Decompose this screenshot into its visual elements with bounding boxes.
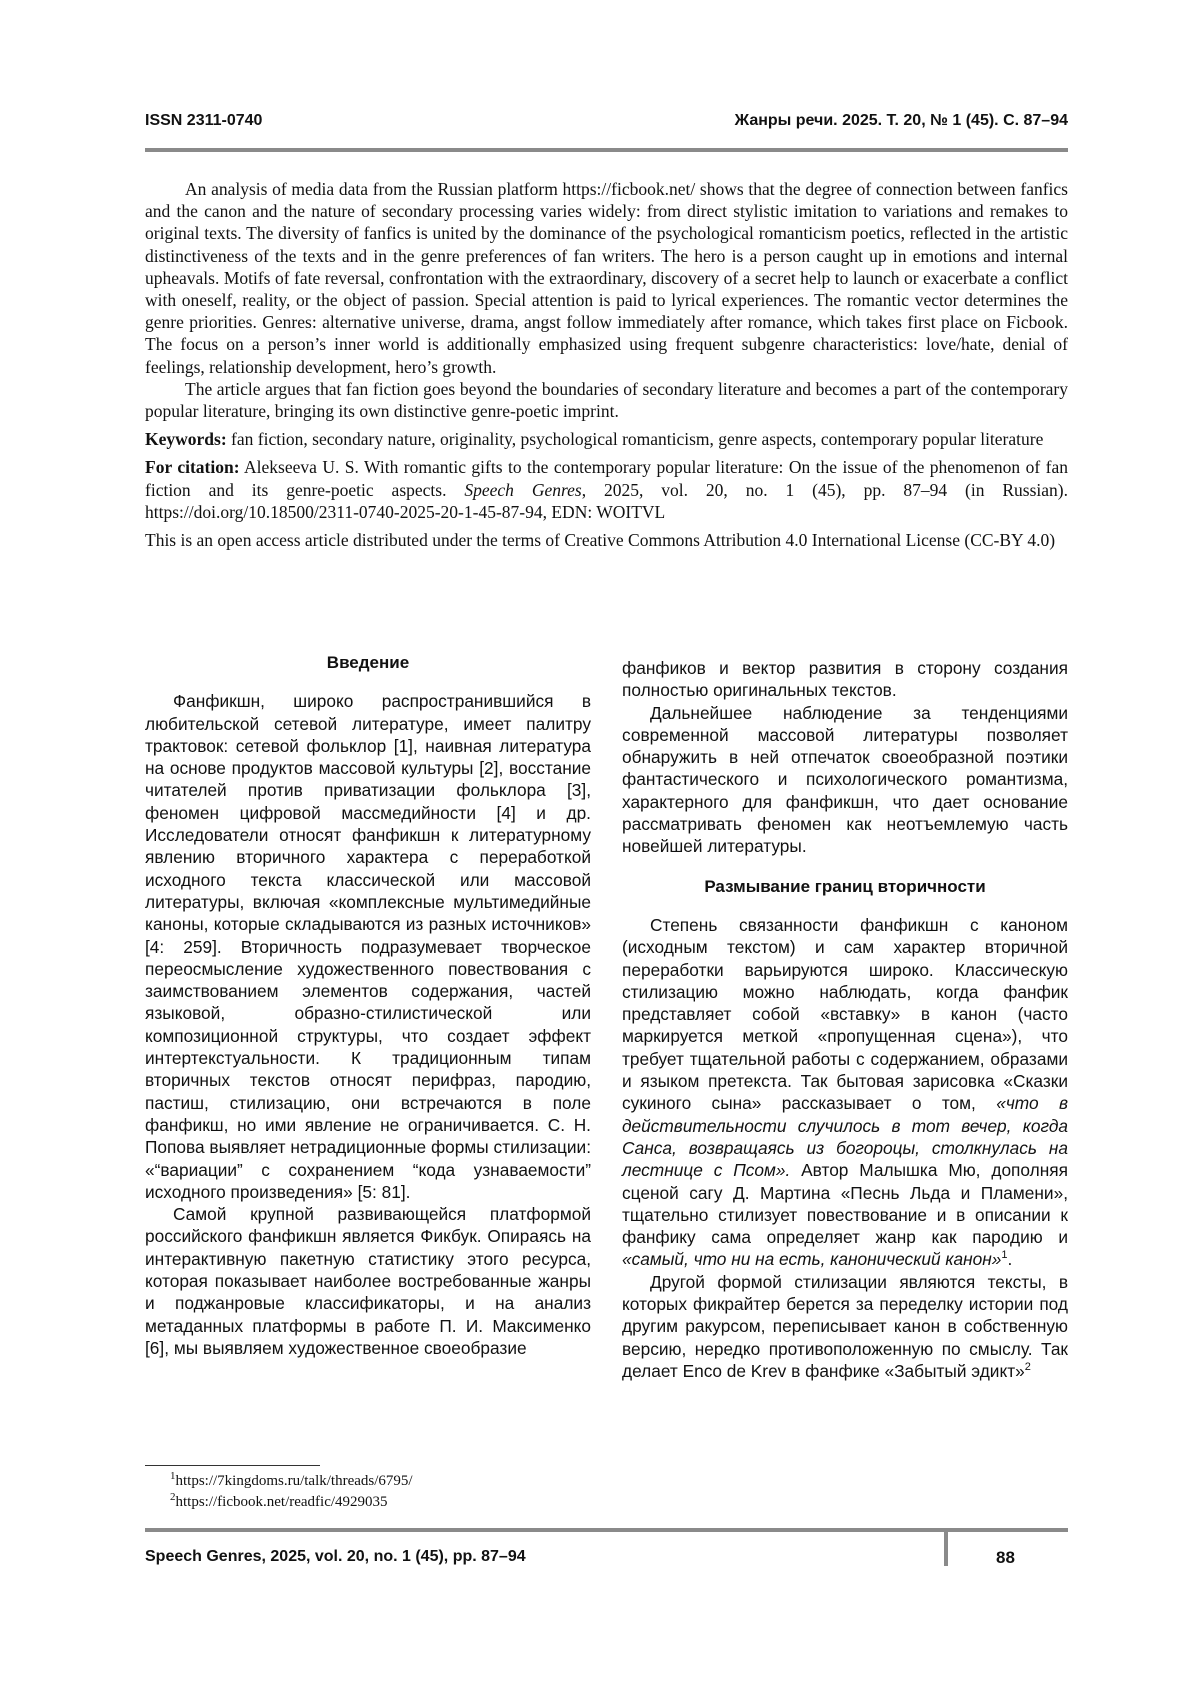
body-paragraph: Фанфикшн, широко распространившийся в любительской сетевой литературе, имеет палитру трактовок: сетевой фольклор [1], наивная литература на основе продуктов массовой культуры [2], восстание читателей против приватизации фольклора [3], феномен цифровой массмедийности [4] и др. Исследователи относят фанфикшн к литературному явлению вторичного характера с переработкой исходного текста классической или массовой литературы, включая «комплексные мультимедийные каноны, которые складываются из разных источников» [4: 259]. Вторичность подразумевает творческое переосмысление художественного повествования с заимствованием элементов содержания, частей языковой, образно-стилистической или композиционной структуры, что создает эффект интертекстуальности. К традиционным типам вторичных текстов относят перифраз, пародию, пастиш, стилизацию, они встречаются в поле фанфикш, но ими явление не ограничивается. С. Н. Попова выявляет нетрадиционные формы стилизации: «“вариации” с сохранением “кода узнаваемости” исходного произведения» [5: 81].: [145, 691, 591, 1202]
running-footer-journal: Speech Genres, 2025, vol. 20, no. 1 (45), pp. 87–94: [145, 1548, 526, 1565]
citation-label: For citation:: [145, 457, 240, 478]
citation-journal: Speech Genres: [464, 479, 582, 500]
body-paragraph: Самой крупной развивающейся платформой российского фанфикшн является Фикбук. Опираясь на интерактивную пакетную статистику этого ресурса, которая показывает наиболее востребованные жанры и поджанровые классификаторы, и на анализ метаданных платформы в работе П. И. Максименко [6], мы выявляем художественное своеобразие: [145, 1204, 591, 1358]
text-run: Степень связанности фанфикшн с каноном (исходным текстом) и сам характер вторичной переработки варьируются широко. Классическую стилизацию можно наблюдать, когда фанфик представляет собой «вставку» в канон (часто маркируется меткой «пропущенная сцена»), что требует тщательной работы с содержанием, образами и языком претекста. Так бытовая зарисовка «Сказки сукиного сына» рассказывает о том,: [622, 914, 1068, 1114]
footnote-link[interactable]: https://7kingdoms.ru/talk/threads/6795/: [175, 1473, 413, 1489]
keywords-text: fan fiction, secondary nature, originality, psychological romanticism, genre aspects, contemporary popular literature: [231, 429, 1044, 450]
italic-quote: «что в действительности случилось в тот вечер, когда Санса, возвращаясь из богороцы, столкнулась на лестнице с Псом».: [622, 1093, 1068, 1181]
text-run: Другой формой стилизации являются тексты, в которых фикрайтер берется за переделку истории под другим ракурсом, переписывает канон в собственную версию, нередко противоположенную по смыслу. Так делает Enco de Krev в фанфике «Забытый эдикт»: [622, 1271, 1068, 1381]
running-header-issn: ISSN 2311-0740: [145, 112, 263, 129]
section-heading-blurring: Размывание границ вторичности: [704, 876, 986, 896]
footnote-link[interactable]: https://ficbook.net/readfic/4929035: [175, 1494, 388, 1510]
abstract-paragraph-2: The article argues that fan fiction goes beyond the boundaries of secondary literature and becomes a part of the contemporary popular literature, bringing its own distinctive genre-poetic imprint.: [145, 378, 1068, 422]
footnote-number: 1: [170, 1470, 176, 1482]
keywords: [145, 428, 1068, 450]
footer-divider: [944, 1528, 948, 1566]
abstract: [145, 178, 1068, 551]
header-rule: [145, 148, 1068, 152]
body-paragraph-continued: фанфиков и вектор развития в сторону создания полностью оригинальных текстов.: [622, 658, 1068, 701]
page-number: 88: [996, 1548, 1015, 1567]
citation-text-b: , 2025, vol. 20, no. 1 (45), pp. 87–94 (in Russian). https://doi.org/10.18500/2311-0740-2025-20-1-45-87-94, EDN: WOITVL: [145, 479, 1068, 522]
citation-text-a: Alekseeva U. S. With romantic gifts to the contemporary popular literature: On the issue of the phenomenon of fan fiction and its genre-poetic aspects.: [145, 457, 1068, 500]
section-heading-introduction: Введение: [326, 653, 410, 672]
footnote-ref-2[interactable]: 2: [1024, 1361, 1031, 1374]
keywords-label: Keywords:: [145, 429, 227, 450]
running-header-journal: Жанры речи. 2025. Т. 20, № 1 (45). С. 87–94: [734, 112, 1068, 129]
left-column: [145, 652, 591, 1359]
text-run: .: [1007, 1249, 1013, 1270]
footnote-2: [170, 1492, 413, 1513]
footnotes: [170, 1471, 413, 1513]
body-paragraph: Дальнейшее наблюдение за тенденциями современной массовой литературы позволяет обнаружить в ней отпечаток своеобразной поэтики фантастического и психологического романтизма, характерного для фанфикшн, что дает основание рассматривать феномен как неотъемлемую часть новейшей литературы.: [622, 702, 1068, 857]
text-run: Автор Малышка Мю, дополняя сценой сагу Д. Мартина «Песнь Льда и Пламени», тщательно стилизует повествование и в описании к фанфику сама определяет жанр как пародию и: [622, 1160, 1068, 1248]
italic-quote: «самый, что ни на есть, канонический канон»: [622, 1249, 1002, 1270]
license-note: This is an open access article distributed under the terms of Creative Commons Attribution 4.0 International License (CC-BY 4.0): [145, 530, 1056, 551]
footnote-rule: [145, 1465, 320, 1466]
footer-rule: [145, 1528, 1068, 1532]
citation: [145, 456, 1068, 523]
footnote-ref-1[interactable]: 1: [1001, 1249, 1008, 1262]
body-paragraph: [622, 1271, 1068, 1382]
footnote-number: 2: [170, 1491, 176, 1503]
footnote-1: [170, 1471, 413, 1492]
body-paragraph: [622, 914, 1068, 1271]
abstract-paragraph-1: An analysis of media data from the Russian platform https://ficbook.net/ shows that the degree of connection between fanfics and the canon and the nature of secondary processing varies widely: from direct stylistic imitation to variations and remakes to original texts. The diversity of fanfics is united by the dominance of the psychological romanticism poetics, reflected in the artistic distinctiveness of the texts and in the genre preferences of fan writers. The hero is a person caught up in emotions and internal upheavals. Motifs of fate reversal, confrontation with the extraordinary, discovery of a secret help to launch or exacerbate a conflict with oneself, reality, or the object of passion. Special attention is paid to lyrical experiences. The romantic vector determines the genre priorities. Genres: alternative universe, drama, angst follow immediately after romance, which takes first place on Ficbook. The focus on a person’s inner world is additionally emphasized using frequent subgenre characteristics: love/hate, denial of feelings, relationship development, hero’s growth.: [145, 179, 1068, 377]
right-column: [622, 657, 1068, 1382]
